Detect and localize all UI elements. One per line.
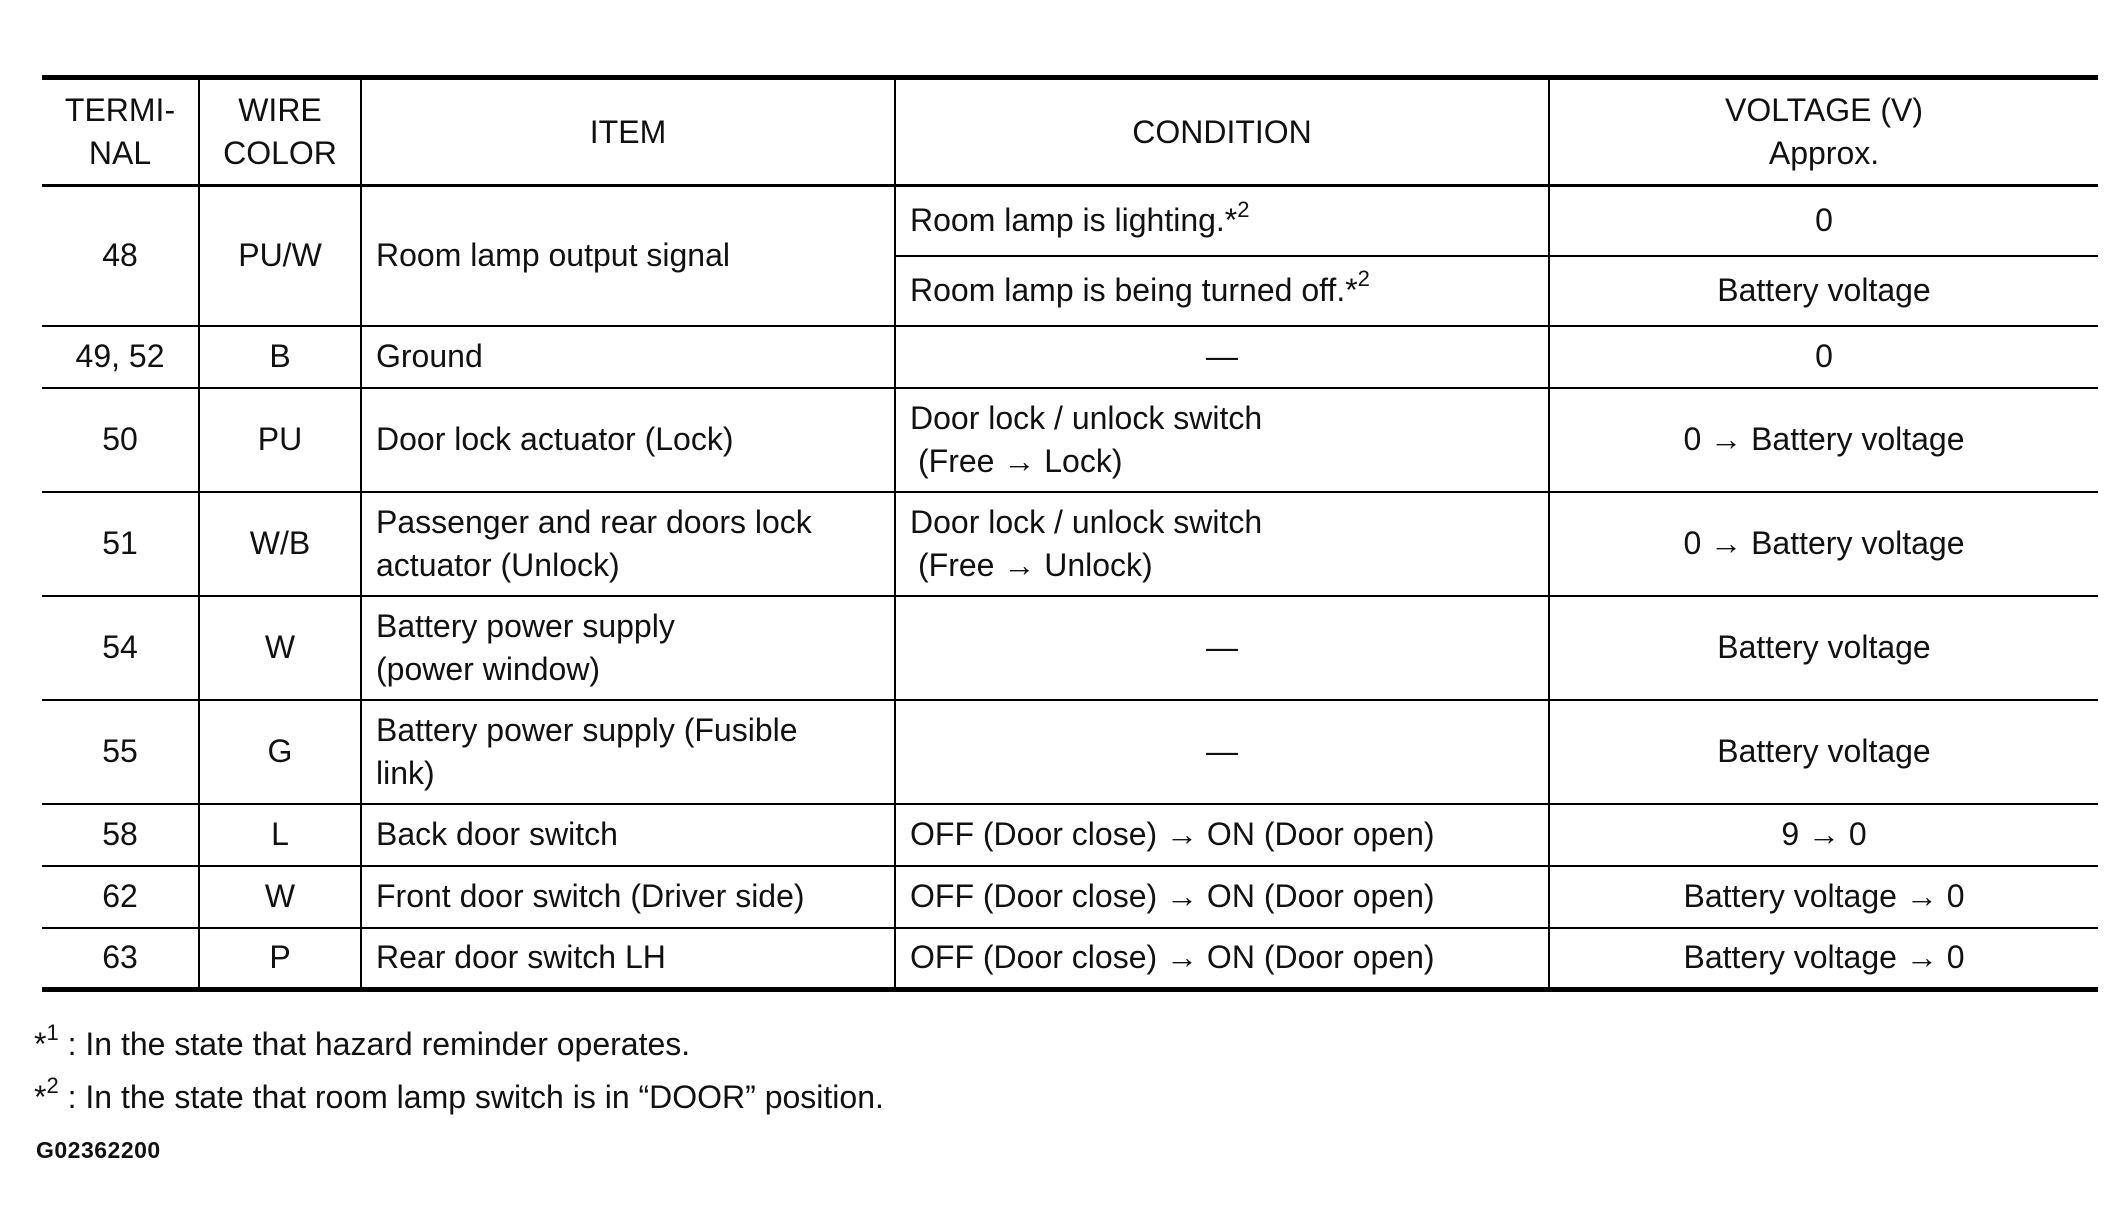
terminal-cell: 50 [42,388,199,492]
item-cell: Battery power supply (power window) [361,596,895,700]
footnote-marker: 1 [46,1020,59,1046]
voltage-cell: 9 → 0 [1549,804,2098,866]
voltage-cell: 0 → Battery voltage [1549,388,2098,492]
item-cell: Ground [361,326,895,388]
header-wire-color: WIRE COLOR [199,78,361,186]
condition-cell: OFF (Door close) → ON (Door open) [895,866,1549,928]
voltage-cell: 0 [1549,186,2098,256]
footnotes [34,1018,884,1124]
item-cell: Battery power supply (Fusible link) [361,700,895,804]
table-row [42,596,2098,700]
item-cell: Rear door switch LH [361,928,895,990]
footnote-ref: 2 [1357,266,1370,292]
condition-cell: — [895,596,1549,700]
header-row [42,78,2098,186]
condition-cell: — [895,326,1549,388]
item-cell: Back door switch [361,804,895,866]
condition-cell: — [895,700,1549,804]
terminal-cell: 58 [42,804,199,866]
footnote-ref: 2 [1237,196,1250,222]
terminal-cell: 63 [42,928,199,990]
terminal-cell: 54 [42,596,199,700]
table-header [42,78,2098,186]
voltage-cell: 0 → Battery voltage [1549,492,2098,596]
table-row [42,388,2098,492]
condition-cell: Door lock / unlock switch (Free → Lock) [895,388,1549,492]
voltage-cell: 0 [1549,326,2098,388]
item-cell: Front door switch (Driver side) [361,866,895,928]
header-condition: CONDITION [895,78,1549,186]
footnote-marker: 2 [46,1073,59,1099]
table-row [42,492,2098,596]
terminal-cell: 55 [42,700,199,804]
footnote-2: *$^2$ : In the state that room lamp switch is in “DOOR” position. [34,1073,884,1115]
voltage-cell: Battery voltage [1549,596,2098,700]
terminal-cell: 51 [42,492,199,596]
terminal-cell: 62 [42,866,199,928]
condition-cell: OFF (Door close) → ON (Door open) [895,928,1549,990]
wire-color-cell: PU [199,388,361,492]
wire-color-cell: W [199,596,361,700]
voltage-cell: Battery voltage → 0 [1549,866,2098,928]
table-row [42,700,2098,804]
condition-cell: Room lamp is lighting.*$^2$ [895,186,1549,256]
table-body [42,186,2098,990]
wire-color-cell: G [199,700,361,804]
header-voltage: VOLTAGE (V) Approx. [1549,78,2098,186]
item-cell: Room lamp output signal [361,186,895,326]
header-item: ITEM [361,78,895,186]
footnote-1: *$^1$ : In the state that hazard reminder operates. [34,1020,691,1062]
table-row [42,186,2098,256]
condition-cell: Door lock / unlock switch (Free → Unlock) [895,492,1549,596]
item-cell: Passenger and rear doors lock actuator (Unlock) [361,492,895,596]
terminal-table [42,75,2098,992]
item-cell: Door lock actuator (Lock) [361,388,895,492]
table-row [42,866,2098,928]
wire-color-cell: W [199,866,361,928]
wire-color-cell: W/B [199,492,361,596]
table-row [42,326,2098,388]
terminal-cell: 49, 52 [42,326,199,388]
figure-code: G02362200 [36,1137,161,1163]
condition-cell: OFF (Door close) → ON (Door open) [895,804,1549,866]
terminal-cell: 48 [42,186,199,326]
voltage-cell: Battery voltage → 0 [1549,928,2098,990]
header-terminal: TERMI- NAL [42,78,199,186]
wire-color-cell: B [199,326,361,388]
wire-color-cell: L [199,804,361,866]
table-row [42,804,2098,866]
voltage-cell: Battery voltage [1549,700,2098,804]
wire-color-cell: P [199,928,361,990]
voltage-cell: Battery voltage [1549,256,2098,326]
condition-cell: Room lamp is being turned off.*$^2$ [895,256,1549,326]
wire-color-cell: PU/W [199,186,361,326]
table-row [42,928,2098,990]
